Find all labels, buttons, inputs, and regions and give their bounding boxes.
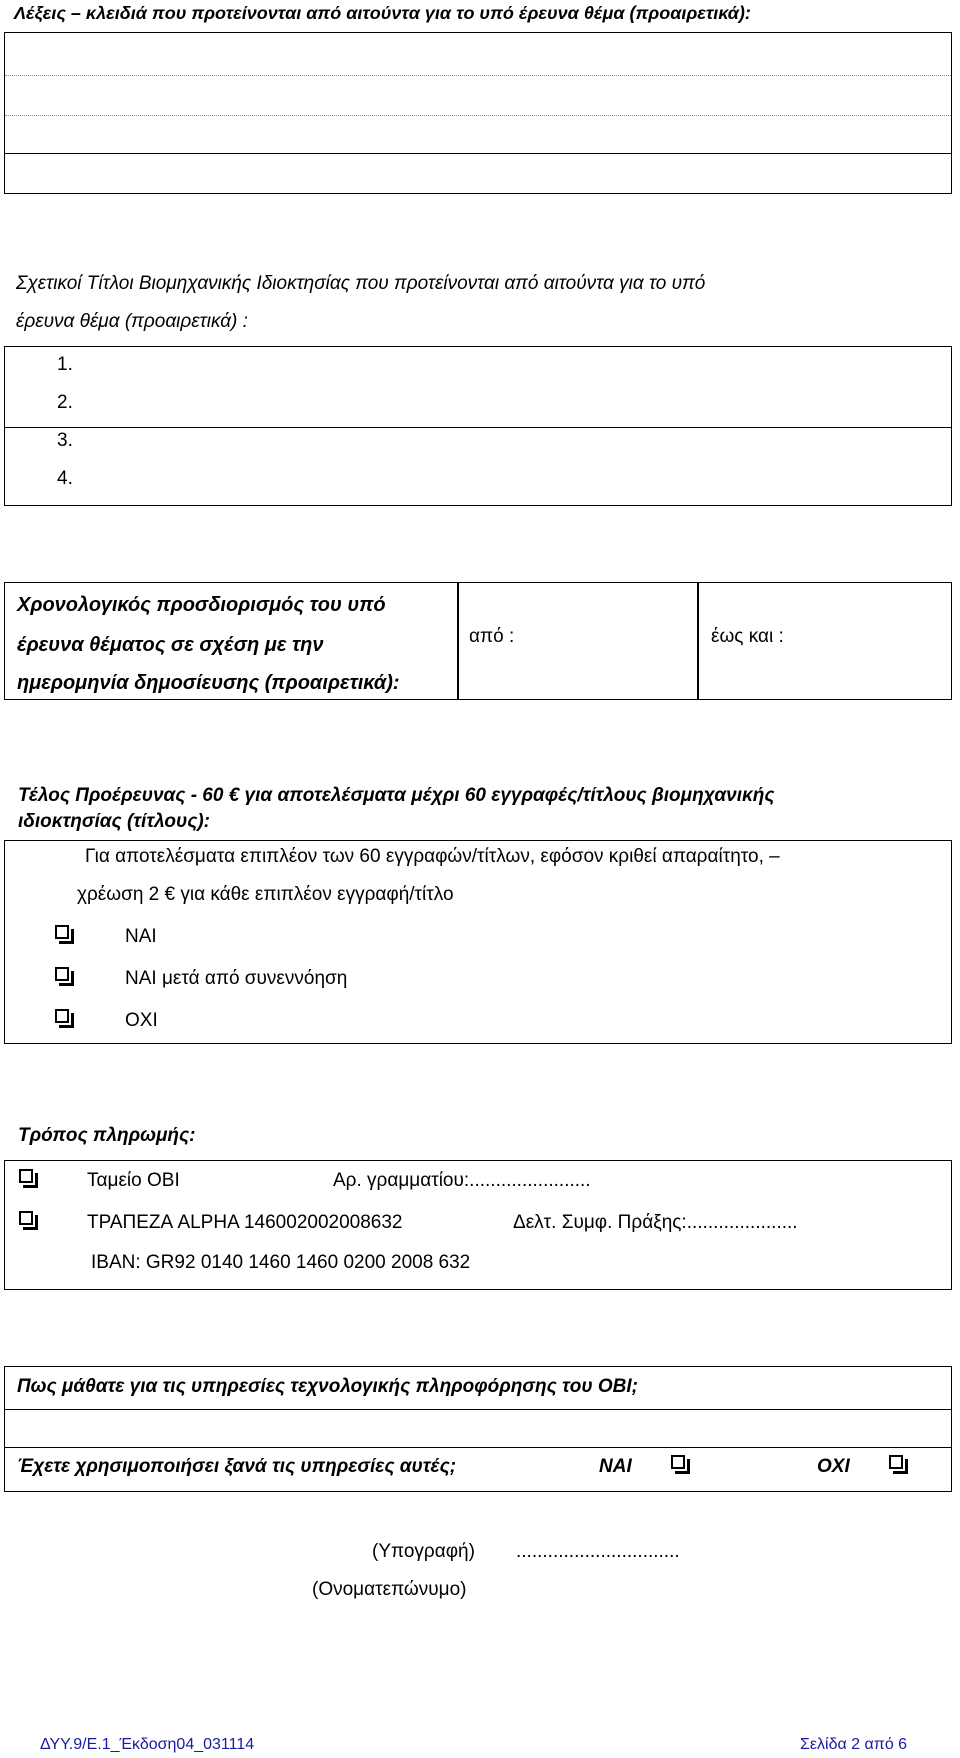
survey-box: [4, 1366, 952, 1492]
timeframe-label-line1: Χρονολογικός προσδιορισμός του υπό: [17, 594, 386, 616]
survey-question-2: Έχετε χρησιμοποιήσει ξανά τις υπηρεσίες αυτές;: [17, 1456, 457, 1477]
checkbox-icon[interactable]: [19, 1211, 33, 1225]
page-number: Σελίδα 2 από 6: [800, 1736, 908, 1753]
keywords-box[interactable]: [4, 32, 952, 194]
ip-titles-divider: [5, 427, 951, 428]
ip-titles-heading-line1: Σχετικοί Τίτλοι Βιομηχανικής Ιδιοκτησίας που προτείνονται από αιτούντα για το υπό: [16, 273, 706, 294]
timeframe-table: [4, 582, 952, 700]
checkbox-icon[interactable]: [55, 925, 69, 939]
payment-box: [4, 1160, 952, 1290]
timeframe-label-line2: έρευνα θέματος σε σχέση με την: [17, 634, 324, 656]
keywords-line: [5, 153, 951, 154]
ip-titles-heading-line2: έρευνα θέμα (προαιρετικά) :: [16, 311, 248, 332]
survey-question-1: Πως μάθατε για τις υπηρεσίες τεχνολογικής πληροφόρησης του ΟΒΙ;: [17, 1376, 638, 1397]
ip-title-item: 2.: [57, 392, 73, 413]
checkbox-icon[interactable]: [671, 1455, 685, 1469]
keywords-line: [5, 75, 951, 76]
fee-heading-line2: ιδιοκτησίας (τίτλους):: [18, 811, 210, 832]
keywords-heading: Λέξεις – κλειδιά που προτείνονται από αιτούντα για το υπό έρευνα θέμα (προαιρετικά):: [14, 3, 751, 23]
timeframe-label-line3: ημερομηνία δημοσίευσης (προαιρετικά):: [17, 672, 400, 694]
fee-note-line1: Για αποτελέσματα επιπλέον των 60 εγγραφών/τίτλων, εφόσον κριθεί απαραίτητο, –: [85, 846, 780, 867]
survey-yes-label: ΝΑΙ: [599, 1456, 632, 1477]
to-label: έως και :: [711, 626, 784, 647]
fee-note-line2: χρέωση 2 € για κάθε επιπλέον εγγραφή/τίτλο: [77, 884, 454, 905]
payment-heading: Τρόπος πληρωμής:: [18, 1125, 196, 1146]
timeframe-divider: [697, 583, 699, 699]
checkbox-icon[interactable]: [55, 967, 69, 981]
to-date-field[interactable]: [701, 583, 951, 699]
survey-no-label: ΟΧΙ: [817, 1456, 850, 1477]
checkbox-icon[interactable]: [19, 1169, 33, 1183]
document-code: ΔΥΥ.9/Ε.1_Έκδοση04_031114: [40, 1736, 255, 1753]
survey-divider: [5, 1409, 951, 1410]
survey-divider: [5, 1447, 951, 1448]
keywords-line: [5, 115, 951, 116]
ip-title-item: 1.: [57, 354, 73, 375]
fee-box: [4, 840, 952, 1044]
ip-title-item: 4.: [57, 468, 73, 489]
fee-option-yes: ΝΑΙ: [125, 926, 157, 947]
from-date-field[interactable]: [459, 583, 695, 699]
bank-label: ΤΡΑΠΕΖΑ ALPHA 146002002008632: [87, 1212, 403, 1233]
ip-titles-box[interactable]: [4, 346, 952, 506]
checkbox-icon[interactable]: [55, 1009, 69, 1023]
iban-text: IBAN: GR92 0140 1460 1460 0200 2008 632: [91, 1252, 471, 1273]
fee-option-yes-after-consultation: ΝΑΙ μετά από συνεννόηση: [125, 968, 348, 989]
from-label: από :: [469, 626, 515, 647]
ip-title-item: 3.: [57, 430, 73, 451]
fee-option-no: ΟΧΙ: [125, 1010, 158, 1031]
fee-heading-line1: Τέλος Προέρευνας - 60 € για αποτελέσματα μέχρι 60 εγγραφές/τίτλους βιομηχανικής: [18, 785, 775, 806]
checkbox-icon[interactable]: [889, 1455, 903, 1469]
name-label: (Ονοματεπώνυμο): [312, 1579, 467, 1600]
cashier-label: Ταμείο ΟΒΙ: [87, 1170, 180, 1191]
receipt-number-label: Αρ. γραμματίου:.......................: [333, 1170, 591, 1191]
signature-label: (Υπογραφή): [372, 1541, 475, 1562]
slip-label: Δελτ. Συμφ. Πράξης:.....................: [513, 1212, 798, 1233]
signature-field[interactable]: ...............................: [516, 1541, 680, 1562]
